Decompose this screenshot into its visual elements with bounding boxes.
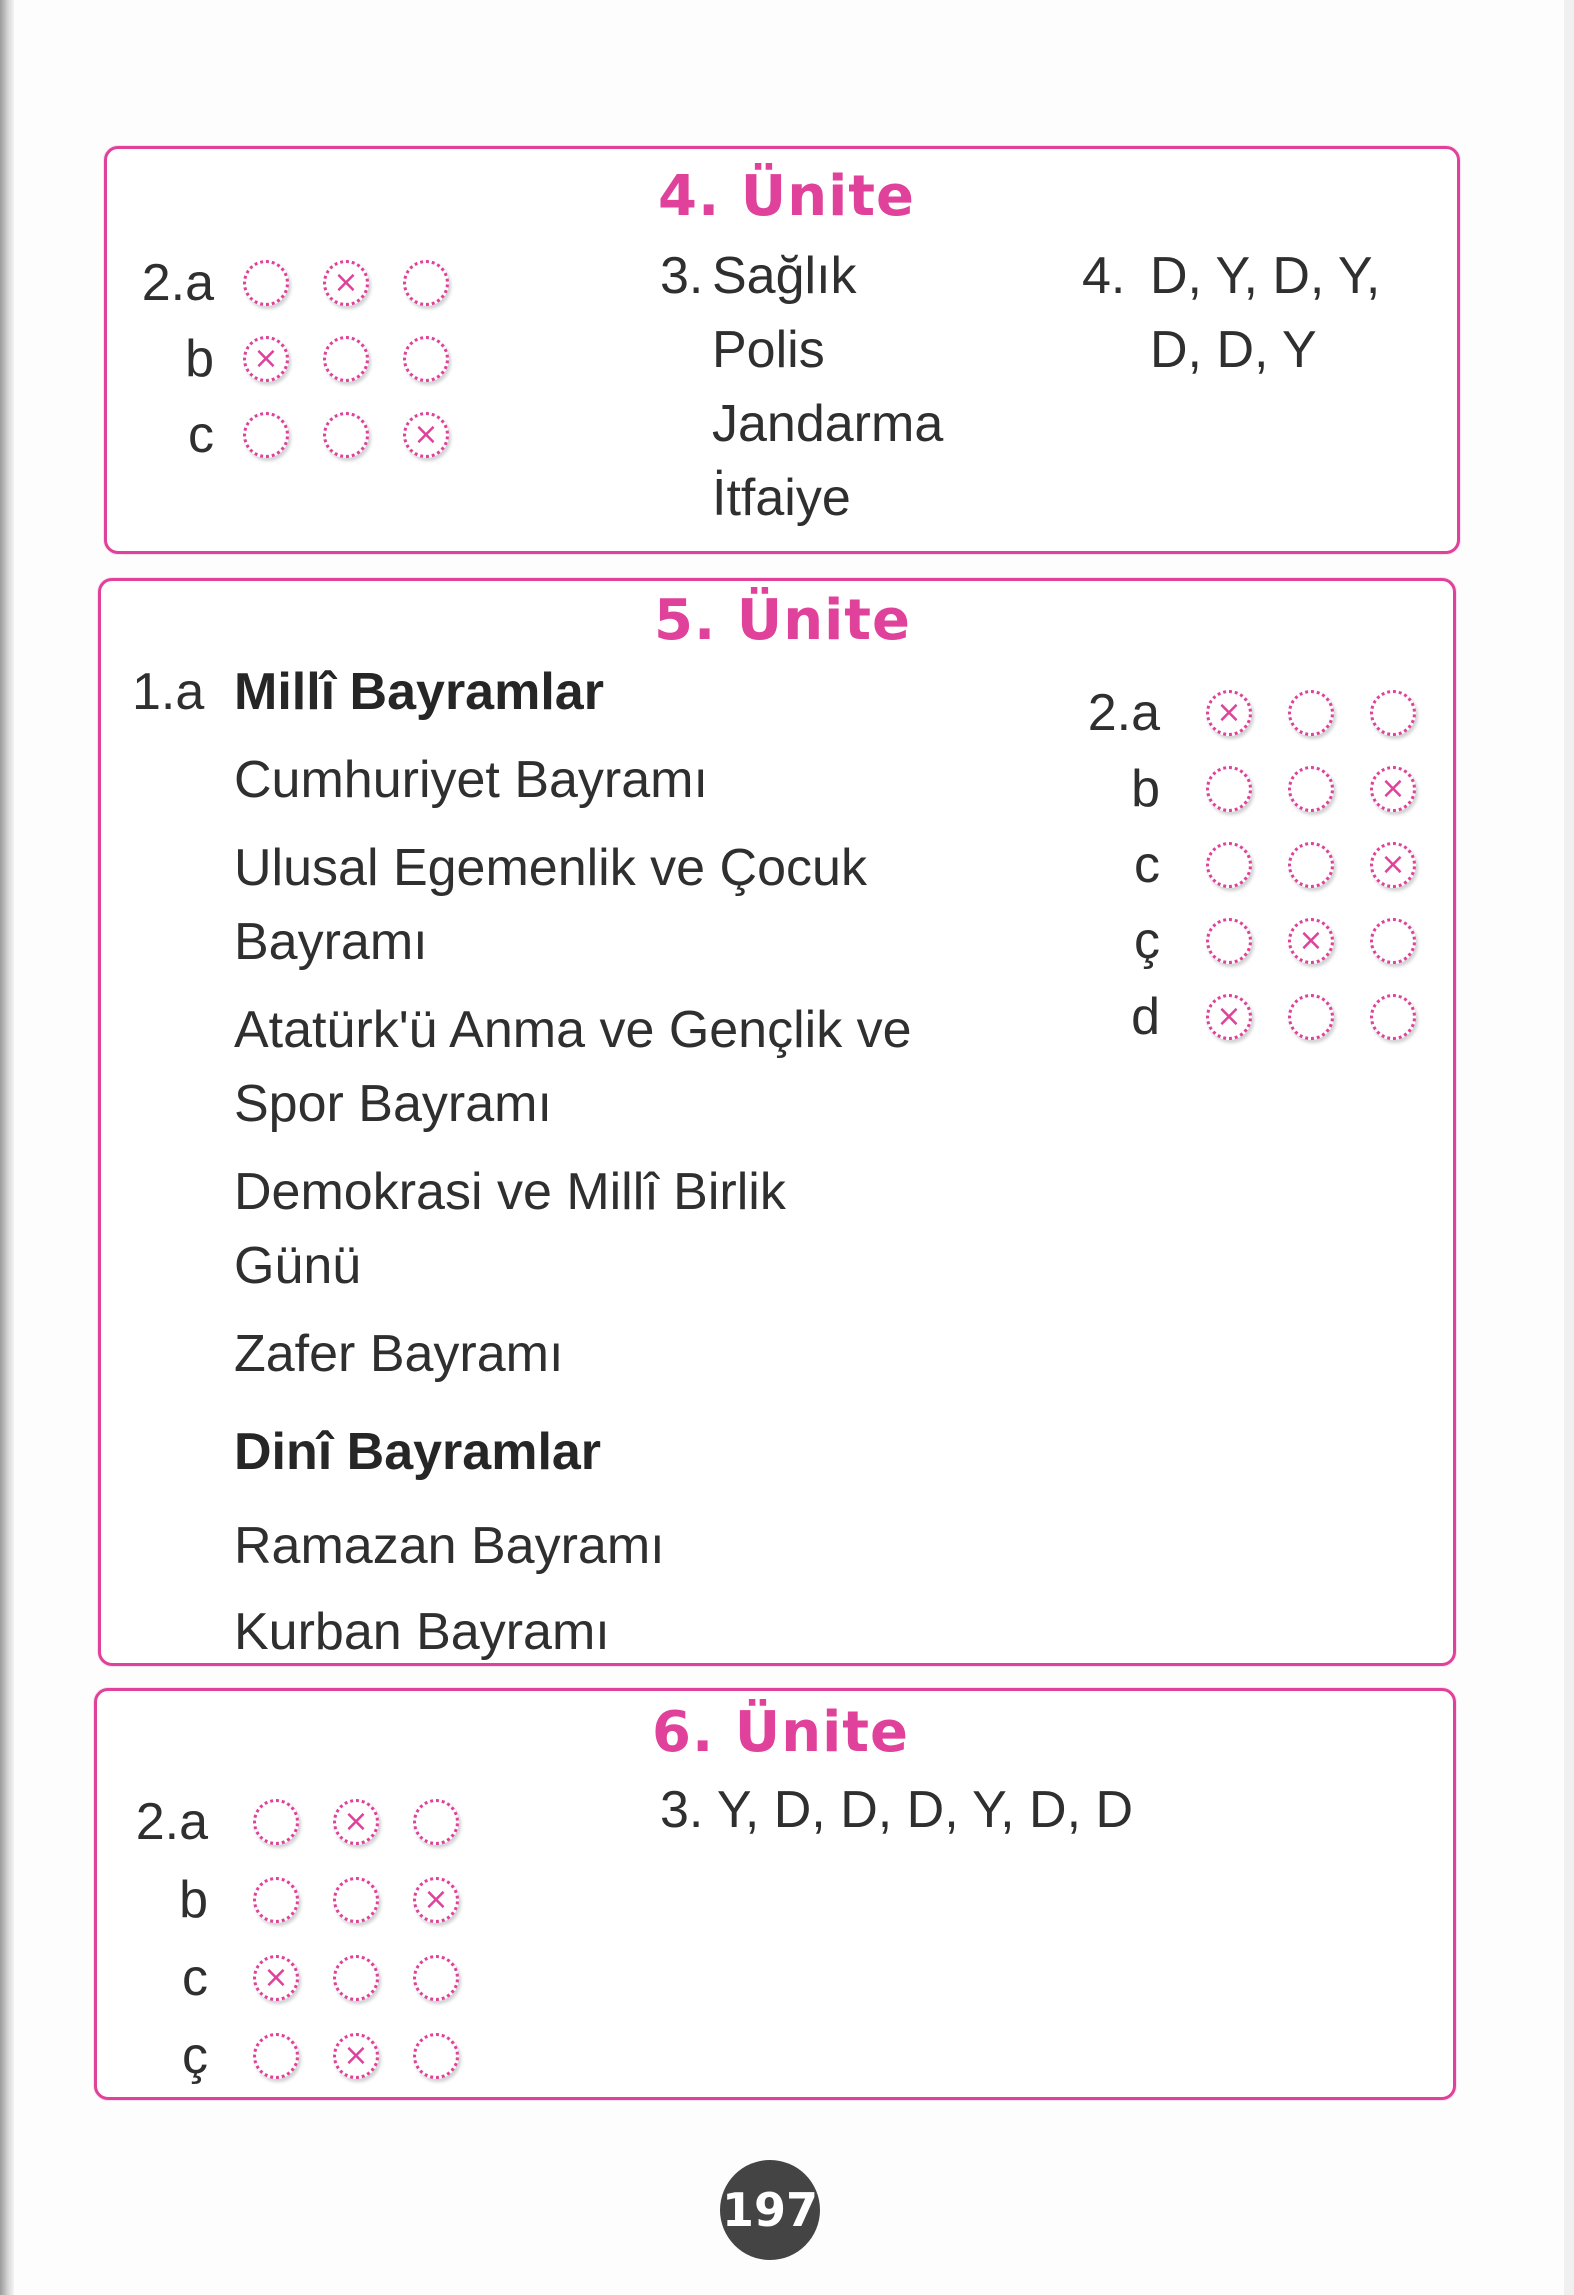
answer-choice-circle [243,260,289,306]
answer-row-label: b [179,1871,208,1929]
x-mark-icon: × [333,265,359,300]
answer-row-label: 2.a [135,1793,208,1851]
x-mark-icon: × [1298,923,1324,958]
answer-row-label: c [1134,836,1160,894]
answer-choice-circle [1288,766,1334,812]
answer-choice-circle [333,1877,379,1923]
answer-choice-circle [413,1955,459,2001]
x-mark-icon: × [343,2038,369,2073]
answer-row-label: c [188,406,214,464]
unit-4-q4-number: 4. [1082,247,1126,305]
answer-choice-circle [1370,918,1416,964]
answer-choice-circle [1288,994,1334,1040]
unit-4-q3-answer: Sağlık [712,247,857,305]
answer-choice-circle [413,1799,459,1845]
bayram-list-item: Günü [234,1237,362,1295]
x-mark-icon: × [423,1882,449,1917]
bayram-list-item: Atatürk'ü Anma ve Gençlik ve [234,1001,912,1059]
bayram-list-item: Spor Bayramı [234,1075,552,1133]
bayram-list-item: Demokrasi ve Millî Birlik [234,1163,786,1221]
book-spine-shadow [0,0,14,2295]
answer-row-label: ç [182,2027,208,2085]
unit-5-q1-label: 1.a [132,663,205,721]
unit-4-q3-answer: Jandarma [712,395,944,453]
unit-4-q3-answer: İtfaiye [712,469,851,527]
answer-choice-circle [333,1955,379,2001]
x-mark-icon: × [253,341,279,376]
answer-choice-circle [403,412,449,458]
unit-6-q3-answers: 3. Y, D, D, D, Y, D, D [660,1781,1134,1839]
unit-4-q3-number: 3. [660,247,704,305]
answer-choice-circle [1206,994,1252,1040]
bayram-list-item: Ulusal Egemenlik ve Çocuk [234,839,867,897]
answer-choice-circle [243,336,289,382]
answer-choice-circle [253,2033,299,2079]
page-number-badge: 197 [720,2160,820,2260]
answer-choice-circle [253,1877,299,1923]
answer-choice-circle [323,260,369,306]
answer-choice-circle [1370,994,1416,1040]
x-mark-icon: × [413,417,439,452]
answer-choice-circle [403,260,449,306]
x-mark-icon: × [1216,695,1242,730]
answer-row-label: 2.a [141,254,214,312]
answer-choice-circle [403,336,449,382]
bayram-list-item: Bayramı [234,913,428,971]
answer-choice-circle [323,336,369,382]
unit-4-q4-line2: D, D, Y [1150,321,1317,379]
dini-bayramlar-heading: Dinî Bayramlar [234,1423,602,1481]
unit-5-title: 5. Ünite [654,588,912,653]
answer-row-label: c [182,1949,208,2007]
answer-choice-circle [253,1799,299,1845]
answer-choice-circle [1370,766,1416,812]
answer-choice-circle [1288,918,1334,964]
unit-4-q3-answer: Polis [712,321,825,379]
answer-row-label: b [185,330,214,388]
answer-row-label: d [1131,988,1160,1046]
page-edge [1564,0,1574,2295]
answer-row-label: b [1131,760,1160,818]
answer-choice-circle [413,2033,459,2079]
answer-choice-circle [243,412,289,458]
answer-choice-circle [1288,842,1334,888]
answer-choice-circle [333,2033,379,2079]
bayram-list-item: Cumhuriyet Bayramı [234,751,708,809]
answer-choice-circle [1370,690,1416,736]
x-mark-icon: × [263,1960,289,1995]
answer-choice-circle [1206,690,1252,736]
unit-4-q4-line1: D, Y, D, Y, [1150,247,1381,305]
answer-choice-circle [1370,842,1416,888]
answer-choice-circle [1206,766,1252,812]
answer-row-label: ç [1134,912,1160,970]
x-mark-icon: × [1380,771,1406,806]
x-mark-icon: × [343,1804,369,1839]
answer-choice-circle [1206,842,1252,888]
answer-choice-circle [413,1877,459,1923]
x-mark-icon: × [1380,847,1406,882]
answer-row-label: 2.a [1087,684,1160,742]
bayram-list-item: Kurban Bayramı [234,1603,610,1661]
bayram-list-item: Zafer Bayramı [234,1325,564,1383]
unit-6-title: 6. Ünite [652,1700,910,1765]
unit-4-title: 4. Ünite [658,164,916,229]
answer-choice-circle [253,1955,299,2001]
x-mark-icon: × [1216,999,1242,1034]
answer-choice-circle [1288,690,1334,736]
milli-bayramlar-heading: Millî Bayramlar [234,663,604,721]
answer-choice-circle [1206,918,1252,964]
answer-choice-circle [333,1799,379,1845]
bayram-list-item: Ramazan Bayramı [234,1517,665,1575]
answer-choice-circle [323,412,369,458]
